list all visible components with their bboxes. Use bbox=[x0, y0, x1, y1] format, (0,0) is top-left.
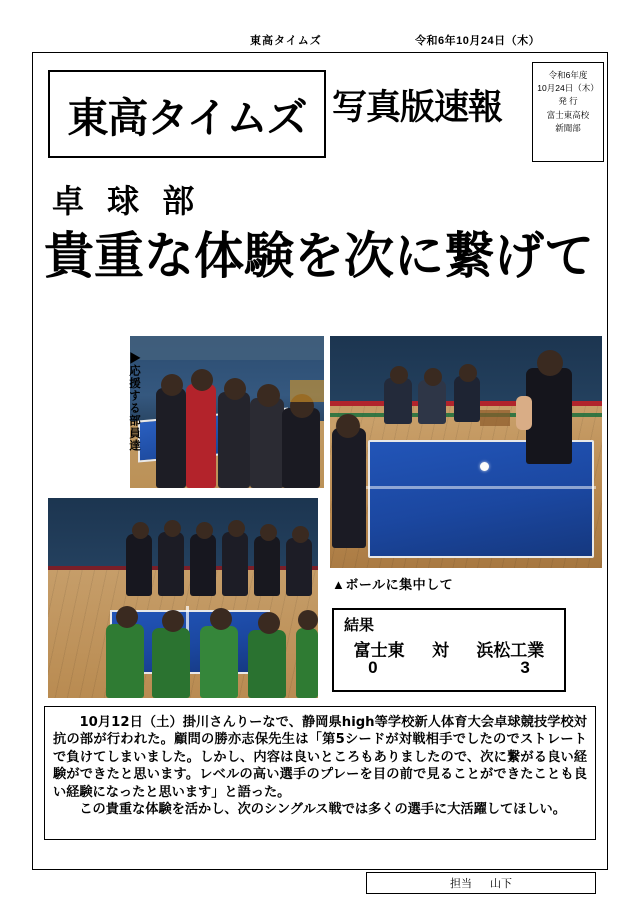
running-header-title: 東高タイムズ bbox=[250, 35, 322, 47]
article-paragraph-1: 10月12日（土）掛川さんりーなで、静岡県high等学校新人体育大会卓球競技学校対抗の部が行われた。顧問の勝亦志保先生は「第5シードが対戦相手でしたのでストレートで負けてしまいました。しかし、内容は良いところもありましたので、次に繋がる良い経験ができたと思います。レベルの高い選手のプレーを目の前で見ることができたことも良い経験になったと思います」と語った。 bbox=[53, 715, 587, 800]
result-team-away: 浜松工業 bbox=[476, 641, 545, 660]
footer-credit-box bbox=[366, 872, 596, 894]
photo-supporters-caption: ▶応援する部員達 bbox=[128, 352, 140, 452]
footer-name: 山下 bbox=[490, 878, 512, 890]
result-score-home: 0 bbox=[368, 658, 378, 677]
masthead-title: 東高タイムズ bbox=[67, 93, 307, 142]
result-team-home: 富士東 bbox=[353, 641, 405, 660]
photo-match-play bbox=[330, 336, 602, 568]
info-club: 新聞部 bbox=[555, 122, 581, 133]
photo-supporters bbox=[130, 336, 324, 488]
result-title: 結果 bbox=[344, 617, 375, 634]
running-header-date: 令和6年10月24日（木） bbox=[415, 35, 541, 47]
masthead bbox=[48, 58, 526, 170]
article-body bbox=[44, 706, 596, 840]
article-paragraph-2: この貴重な体験を活かし、次のシングルス戦では多くの選手に大活躍してほしい。 bbox=[66, 802, 566, 818]
info-issued: 発 行 bbox=[558, 96, 578, 107]
photo-team-lineup bbox=[48, 498, 318, 698]
info-year: 令和6年度 bbox=[548, 70, 588, 80]
result-score-spacer bbox=[434, 658, 464, 678]
result-box bbox=[332, 608, 566, 692]
info-date: 10月24日（木） bbox=[537, 83, 599, 94]
footer-label: 担当 bbox=[450, 878, 472, 890]
result-scores bbox=[334, 658, 564, 678]
club-name: 卓 球 部 bbox=[52, 182, 201, 220]
photo-match-play-caption: ▲ボールに集中して bbox=[332, 577, 454, 592]
running-header bbox=[0, 32, 640, 50]
result-versus: 対 bbox=[431, 641, 449, 660]
masthead-title-box bbox=[48, 70, 326, 158]
result-score-away: 3 bbox=[520, 658, 530, 677]
publication-info-box bbox=[532, 62, 604, 162]
masthead-subtitle: 写真版速報 bbox=[332, 88, 503, 128]
page-headline: 貴重な体験を次に繋げて bbox=[44, 227, 594, 285]
info-school: 富士東高校 bbox=[546, 109, 590, 120]
